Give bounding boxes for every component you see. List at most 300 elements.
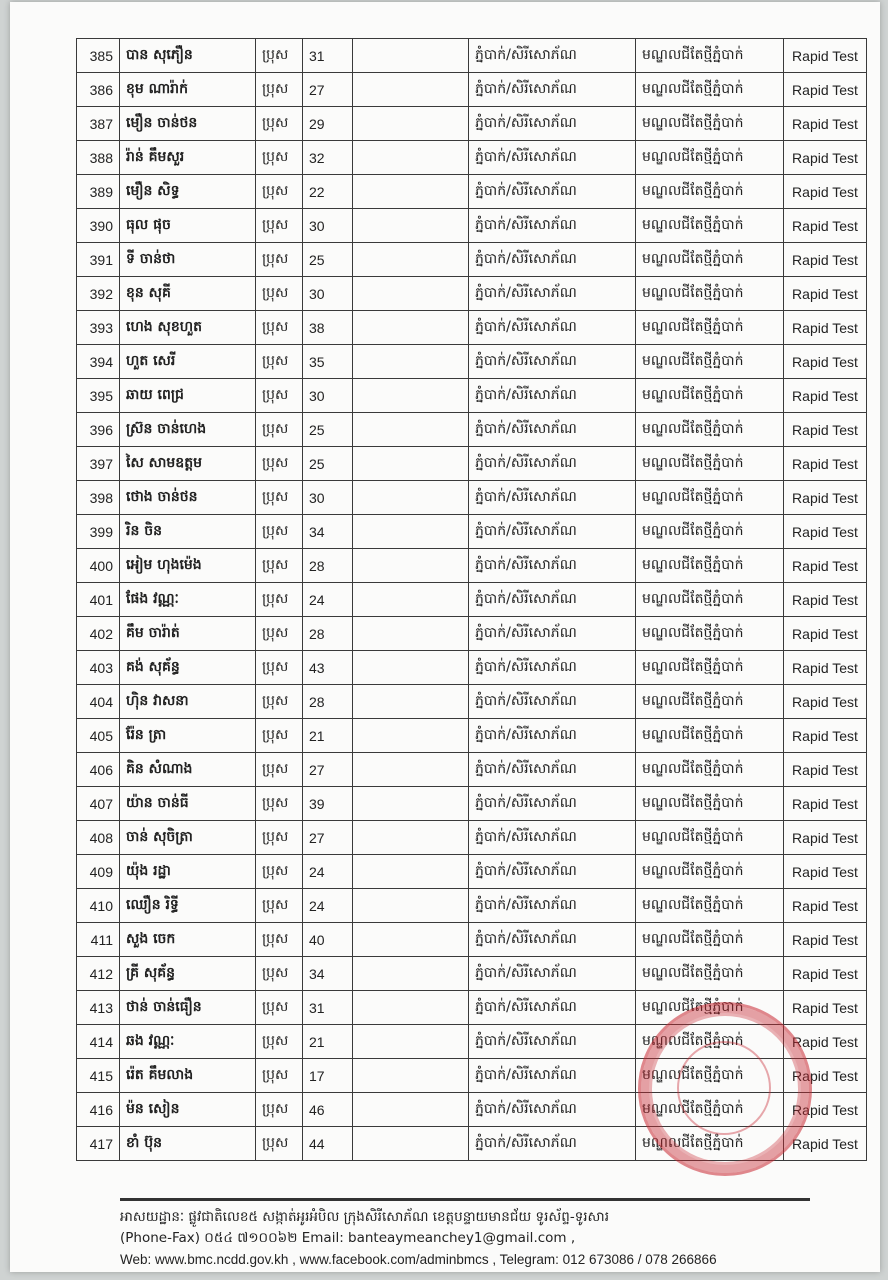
person-name-cell: គង់ សុគ័ន្ធ: [120, 651, 256, 685]
empty-cell-cell: [353, 821, 469, 855]
test-type-cell: Rapid Test: [784, 515, 867, 549]
quarantine-center-cell: មណ្ឌលជីតែថ្មីភ្នំបាក់: [636, 583, 784, 617]
quarantine-center-cell: មណ្ឌលជីតែថ្មីភ្នំបាក់: [636, 277, 784, 311]
table-row: [77, 209, 867, 243]
table-row: [77, 277, 867, 311]
person-name-cell: អៀម ហុងម៉េង: [120, 549, 256, 583]
sex-cell: ប្រុស: [256, 821, 303, 855]
person-name-cell: សៃ សាមឧត្តម: [120, 447, 256, 481]
empty-cell-cell: [353, 651, 469, 685]
sex-cell: ប្រុស: [256, 243, 303, 277]
sex-cell: ប្រុស: [256, 73, 303, 107]
sex-cell: ប្រុស: [256, 1093, 303, 1127]
age-cell: 24: [303, 889, 353, 923]
address-cell: ភ្នំបាក់/សិរីសោភ័ណ: [469, 1059, 636, 1093]
quarantine-center-cell: មណ្ឌលជីតែថ្មីភ្នំបាក់: [636, 345, 784, 379]
quarantine-center-cell: មណ្ឌលជីតែថ្មីភ្នំបាក់: [636, 243, 784, 277]
person-name-cell: ឆាយ ពេជ្រ: [120, 379, 256, 413]
address-cell: ភ្នំបាក់/សិរីសោភ័ណ: [469, 277, 636, 311]
person-name-cell: ឈឿន រិទ្ធី: [120, 889, 256, 923]
empty-cell-cell: [353, 39, 469, 73]
address-cell: ភ្នំបាក់/សិរីសោភ័ណ: [469, 685, 636, 719]
table-row: [77, 549, 867, 583]
address-cell: ភ្នំបាក់/សិរីសោភ័ណ: [469, 175, 636, 209]
age-cell: 32: [303, 141, 353, 175]
address-cell: ភ្នំបាក់/សិរីសោភ័ណ: [469, 821, 636, 855]
address-cell: ភ្នំបាក់/សិរីសោភ័ណ: [469, 481, 636, 515]
person-name-cell: រិន ចិន: [120, 515, 256, 549]
person-name-cell: ថោង ចាន់ថន: [120, 481, 256, 515]
quarantine-center-cell: មណ្ឌលជីតែថ្មីភ្នំបាក់: [636, 107, 784, 141]
person-name-cell: ចាន់ សុចិត្រា: [120, 821, 256, 855]
sex-cell: ប្រុស: [256, 1025, 303, 1059]
row-number-cell: 386: [77, 73, 120, 107]
sex-cell: ប្រុស: [256, 617, 303, 651]
person-name-cell: រ៉ាន់ គឹមសួរ: [120, 141, 256, 175]
quarantine-center-cell: មណ្ឌលជីតែថ្មីភ្នំបាក់: [636, 685, 784, 719]
age-cell: 31: [303, 991, 353, 1025]
empty-cell-cell: [353, 107, 469, 141]
sex-cell: ប្រុស: [256, 719, 303, 753]
test-type-cell: Rapid Test: [784, 651, 867, 685]
test-type-cell: Rapid Test: [784, 923, 867, 957]
sex-cell: ប្រុស: [256, 209, 303, 243]
age-cell: 31: [303, 39, 353, 73]
sex-cell: ប្រុស: [256, 787, 303, 821]
address-cell: ភ្នំបាក់/សិរីសោភ័ណ: [469, 141, 636, 175]
empty-cell-cell: [353, 923, 469, 957]
footer-contact: (Phone-Fax) ០៥៤ ៧១០០៦២ Email: banteaymeanchey1@gmail.com ,: [120, 1230, 576, 1246]
age-cell: 24: [303, 583, 353, 617]
row-number-cell: 395: [77, 379, 120, 413]
age-cell: 30: [303, 481, 353, 515]
person-name-cell: ខុម ណារ៉ាក់: [120, 73, 256, 107]
sex-cell: ប្រុស: [256, 583, 303, 617]
age-cell: 34: [303, 515, 353, 549]
person-name-cell: ខាំ ប៊ុន: [120, 1127, 256, 1161]
empty-cell-cell: [353, 345, 469, 379]
empty-cell-cell: [353, 787, 469, 821]
empty-cell-cell: [353, 1127, 469, 1161]
test-type-cell: Rapid Test: [784, 345, 867, 379]
address-cell: ភ្នំបាក់/សិរីសោភ័ណ: [469, 39, 636, 73]
quarantine-center-cell: មណ្ឌលជីតែថ្មីភ្នំបាក់: [636, 787, 784, 821]
table-row: [77, 107, 867, 141]
age-cell: 46: [303, 1093, 353, 1127]
footer-divider: [120, 1198, 810, 1201]
empty-cell-cell: [353, 447, 469, 481]
age-cell: 43: [303, 651, 353, 685]
quarantine-center-cell: មណ្ឌលជីតែថ្មីភ្នំបាក់: [636, 855, 784, 889]
quarantine-center-cell: មណ្ឌលជីតែថ្មីភ្នំបាក់: [636, 719, 784, 753]
quarantine-center-cell: មណ្ឌលជីតែថ្មីភ្នំបាក់: [636, 209, 784, 243]
test-type-cell: Rapid Test: [784, 447, 867, 481]
age-cell: 21: [303, 719, 353, 753]
test-type-cell: Rapid Test: [784, 209, 867, 243]
row-number-cell: 402: [77, 617, 120, 651]
empty-cell-cell: [353, 991, 469, 1025]
age-cell: 27: [303, 753, 353, 787]
empty-cell-cell: [353, 1059, 469, 1093]
test-type-cell: Rapid Test: [784, 277, 867, 311]
test-type-cell: Rapid Test: [784, 821, 867, 855]
sex-cell: ប្រុស: [256, 107, 303, 141]
person-name-cell: ម៉ន សៀន: [120, 1093, 256, 1127]
test-type-cell: Rapid Test: [784, 1093, 867, 1127]
quarantine-center-cell: មណ្ឌលជីតែថ្មីភ្នំបាក់: [636, 957, 784, 991]
person-name-cell: ទី ចាន់ថា: [120, 243, 256, 277]
test-type-cell: Rapid Test: [784, 107, 867, 141]
test-type-cell: Rapid Test: [784, 855, 867, 889]
table-row: [77, 651, 867, 685]
age-cell: 44: [303, 1127, 353, 1161]
empty-cell-cell: [353, 73, 469, 107]
sex-cell: ប្រុស: [256, 379, 303, 413]
address-cell: ភ្នំបាក់/សិរីសោភ័ណ: [469, 753, 636, 787]
empty-cell-cell: [353, 617, 469, 651]
age-cell: 28: [303, 549, 353, 583]
empty-cell-cell: [353, 175, 469, 209]
row-number-cell: 417: [77, 1127, 120, 1161]
empty-cell-cell: [353, 379, 469, 413]
address-cell: ភ្នំបាក់/សិរីសោភ័ណ: [469, 583, 636, 617]
sex-cell: ប្រុស: [256, 39, 303, 73]
age-cell: 30: [303, 277, 353, 311]
table-row: [77, 447, 867, 481]
test-type-cell: Rapid Test: [784, 481, 867, 515]
quarantine-center-cell: មណ្ឌលជីតែថ្មីភ្នំបាក់: [636, 481, 784, 515]
quarantine-center-cell: មណ្ឌលជីតែថ្មីភ្នំបាក់: [636, 821, 784, 855]
letterhead-footer: [120, 1198, 810, 1270]
sex-cell: ប្រុស: [256, 685, 303, 719]
empty-cell-cell: [353, 209, 469, 243]
empty-cell-cell: [353, 855, 469, 889]
person-name-cell: យ៉ុង រដ្ឋា: [120, 855, 256, 889]
test-type-cell: Rapid Test: [784, 549, 867, 583]
test-type-cell: Rapid Test: [784, 1127, 867, 1161]
empty-cell-cell: [353, 243, 469, 277]
row-number-cell: 400: [77, 549, 120, 583]
address-cell: ភ្នំបាក់/សិរីសោភ័ណ: [469, 73, 636, 107]
row-number-cell: 410: [77, 889, 120, 923]
table-row: [77, 957, 867, 991]
row-number-cell: 412: [77, 957, 120, 991]
row-number-cell: 385: [77, 39, 120, 73]
address-cell: ភ្នំបាក់/សិរីសោភ័ណ: [469, 1025, 636, 1059]
quarantine-center-cell: មណ្ឌលជីតែថ្មីភ្នំបាក់: [636, 1127, 784, 1161]
sex-cell: ប្រុស: [256, 855, 303, 889]
person-name-cell: មឿន សិទ្ធ: [120, 175, 256, 209]
row-number-cell: 388: [77, 141, 120, 175]
table-row: [77, 175, 867, 209]
address-cell: ភ្នំបាក់/សិរីសោភ័ណ: [469, 719, 636, 753]
address-cell: ភ្នំបាក់/សិរីសោភ័ណ: [469, 209, 636, 243]
age-cell: 29: [303, 107, 353, 141]
table-row: [77, 515, 867, 549]
table-row: [77, 73, 867, 107]
row-number-cell: 397: [77, 447, 120, 481]
table-row: [77, 481, 867, 515]
row-number-cell: 389: [77, 175, 120, 209]
table-row: [77, 583, 867, 617]
age-cell: 28: [303, 685, 353, 719]
row-number-cell: 401: [77, 583, 120, 617]
quarantine-center-cell: មណ្ឌលជីតែថ្មីភ្នំបាក់: [636, 311, 784, 345]
person-name-cell: ផែង វណ្ណៈ: [120, 583, 256, 617]
table-row: [77, 39, 867, 73]
address-cell: ភ្នំបាក់/សិរីសោភ័ណ: [469, 855, 636, 889]
test-type-cell: Rapid Test: [784, 379, 867, 413]
age-cell: 39: [303, 787, 353, 821]
sex-cell: ប្រុស: [256, 957, 303, 991]
age-cell: 27: [303, 73, 353, 107]
address-cell: ភ្នំបាក់/សិរីសោភ័ណ: [469, 617, 636, 651]
table-row: [77, 991, 867, 1025]
test-type-cell: Rapid Test: [784, 957, 867, 991]
test-type-cell: Rapid Test: [784, 175, 867, 209]
test-type-cell: Rapid Test: [784, 39, 867, 73]
test-type-cell: Rapid Test: [784, 1059, 867, 1093]
table-row: [77, 787, 867, 821]
row-number-cell: 390: [77, 209, 120, 243]
quarantine-center-cell: មណ្ឌលជីតែថ្មីភ្នំបាក់: [636, 1059, 784, 1093]
empty-cell-cell: [353, 1025, 469, 1059]
table-row: [77, 855, 867, 889]
quarantine-center-cell: មណ្ឌលជីតែថ្មីភ្នំបាក់: [636, 379, 784, 413]
address-cell: ភ្នំបាក់/សិរីសោភ័ណ: [469, 991, 636, 1025]
address-cell: ភ្នំបាក់/សិរីសោភ័ណ: [469, 311, 636, 345]
person-name-cell: ឆង វណ្ណៈ: [120, 1025, 256, 1059]
age-cell: 17: [303, 1059, 353, 1093]
test-type-cell: Rapid Test: [784, 991, 867, 1025]
person-name-cell: គិន សំណាង: [120, 753, 256, 787]
person-name-cell: រ៉ែន ត្រា: [120, 719, 256, 753]
table-row: [77, 617, 867, 651]
address-cell: ភ្នំបាក់/សិរីសោភ័ណ: [469, 243, 636, 277]
age-cell: 27: [303, 821, 353, 855]
table-row: [77, 141, 867, 175]
age-cell: 25: [303, 243, 353, 277]
person-name-cell: បាន សុភឿន: [120, 39, 256, 73]
empty-cell-cell: [353, 583, 469, 617]
roster-table: [76, 38, 867, 1161]
test-type-cell: Rapid Test: [784, 311, 867, 345]
sex-cell: ប្រុស: [256, 345, 303, 379]
person-name-cell: មឿន ចាន់ថន: [120, 107, 256, 141]
table-row: [77, 923, 867, 957]
address-cell: ភ្នំបាក់/សិរីសោភ័ណ: [469, 515, 636, 549]
empty-cell-cell: [353, 141, 469, 175]
person-name-cell: យ៉ាន ចាន់ធី: [120, 787, 256, 821]
quarantine-center-cell: មណ្ឌលជីតែថ្មីភ្នំបាក់: [636, 1025, 784, 1059]
sex-cell: ប្រុស: [256, 175, 303, 209]
person-name-cell: គ្រី សុគ័ន្ធ: [120, 957, 256, 991]
test-type-cell: Rapid Test: [784, 753, 867, 787]
table-row: [77, 379, 867, 413]
age-cell: 25: [303, 447, 353, 481]
address-cell: ភ្នំបាក់/សិរីសោភ័ណ: [469, 787, 636, 821]
quarantine-center-cell: មណ្ឌលជីតែថ្មីភ្នំបាក់: [636, 1093, 784, 1127]
sex-cell: ប្រុស: [256, 1059, 303, 1093]
row-number-cell: 409: [77, 855, 120, 889]
row-number-cell: 392: [77, 277, 120, 311]
age-cell: 40: [303, 923, 353, 957]
test-type-cell: Rapid Test: [784, 73, 867, 107]
sex-cell: ប្រុស: [256, 141, 303, 175]
quarantine-center-cell: មណ្ឌលជីតែថ្មីភ្នំបាក់: [636, 73, 784, 107]
quarantine-center-cell: មណ្ឌលជីតែថ្មីភ្នំបាក់: [636, 651, 784, 685]
test-type-cell: Rapid Test: [784, 889, 867, 923]
quarantine-center-cell: មណ្ឌលជីតែថ្មីភ្នំបាក់: [636, 447, 784, 481]
sex-cell: ប្រុស: [256, 1127, 303, 1161]
empty-cell-cell: [353, 311, 469, 345]
test-type-cell: Rapid Test: [784, 685, 867, 719]
row-number-cell: 398: [77, 481, 120, 515]
roster-table-body: [77, 39, 867, 1161]
row-number-cell: 391: [77, 243, 120, 277]
sex-cell: ប្រុស: [256, 481, 303, 515]
person-name-cell: ហេង សុខហួត: [120, 311, 256, 345]
age-cell: 24: [303, 855, 353, 889]
row-number-cell: 394: [77, 345, 120, 379]
empty-cell-cell: [353, 413, 469, 447]
person-name-cell: ខុន សុគី: [120, 277, 256, 311]
empty-cell-cell: [353, 1093, 469, 1127]
table-row: [77, 719, 867, 753]
age-cell: 22: [303, 175, 353, 209]
age-cell: 34: [303, 957, 353, 991]
empty-cell-cell: [353, 753, 469, 787]
empty-cell-cell: [353, 685, 469, 719]
age-cell: 38: [303, 311, 353, 345]
table-row: [77, 821, 867, 855]
address-cell: ភ្នំបាក់/សិរីសោភ័ណ: [469, 413, 636, 447]
footer-web: Web: www.bmc.ncdd.gov.kh , www.facebook.com/adminbmcs , Telegram: 012 673086 / 078 266866: [120, 1252, 717, 1267]
document-page: [10, 2, 880, 1272]
quarantine-center-cell: មណ្ឌលជីតែថ្មីភ្នំបាក់: [636, 923, 784, 957]
table-row: [77, 1059, 867, 1093]
footer-address: អាសយដ្ឋានៈ ផ្លូវជាតិលេខ៥ សង្កាត់អូរអំបិល ក្រុងសិរីសោភ័ណ ខេត្តបន្ទាយមានជ័យ ទូរស័ព្ទ-ទូរសារ: [120, 1209, 609, 1225]
empty-cell-cell: [353, 719, 469, 753]
empty-cell-cell: [353, 957, 469, 991]
quarantine-center-cell: មណ្ឌលជីតែថ្មីភ្នំបាក់: [636, 753, 784, 787]
empty-cell-cell: [353, 277, 469, 311]
row-number-cell: 393: [77, 311, 120, 345]
age-cell: 21: [303, 1025, 353, 1059]
quarantine-center-cell: មណ្ឌលជីតែថ្មីភ្នំបាក់: [636, 413, 784, 447]
test-type-cell: Rapid Test: [784, 243, 867, 277]
quarantine-center-cell: មណ្ឌលជីតែថ្មីភ្នំបាក់: [636, 549, 784, 583]
table-row: [77, 1093, 867, 1127]
address-cell: ភ្នំបាក់/សិរីសោភ័ណ: [469, 651, 636, 685]
row-number-cell: 406: [77, 753, 120, 787]
address-cell: ភ្នំបាក់/សិរីសោភ័ណ: [469, 345, 636, 379]
address-cell: ភ្នំបាក់/សិរីសោភ័ណ: [469, 957, 636, 991]
row-number-cell: 414: [77, 1025, 120, 1059]
row-number-cell: 399: [77, 515, 120, 549]
test-type-cell: Rapid Test: [784, 583, 867, 617]
sex-cell: ប្រុស: [256, 889, 303, 923]
empty-cell-cell: [353, 549, 469, 583]
sex-cell: ប្រុស: [256, 549, 303, 583]
table-row: [77, 889, 867, 923]
sex-cell: ប្រុស: [256, 651, 303, 685]
quarantine-center-cell: មណ្ឌលជីតែថ្មីភ្នំបាក់: [636, 175, 784, 209]
table-row: [77, 685, 867, 719]
table-row: [77, 243, 867, 277]
test-type-cell: Rapid Test: [784, 141, 867, 175]
table-row: [77, 1025, 867, 1059]
quarantine-center-cell: មណ្ឌលជីតែថ្មីភ្នំបាក់: [636, 889, 784, 923]
test-type-cell: Rapid Test: [784, 1025, 867, 1059]
address-cell: ភ្នំបាក់/សិរីសោភ័ណ: [469, 549, 636, 583]
sex-cell: ប្រុស: [256, 991, 303, 1025]
sex-cell: ប្រុស: [256, 753, 303, 787]
person-name-cell: ហ៊ិន វាសនា: [120, 685, 256, 719]
row-number-cell: 413: [77, 991, 120, 1025]
address-cell: ភ្នំបាក់/សិរីសោភ័ណ: [469, 1093, 636, 1127]
sex-cell: ប្រុស: [256, 923, 303, 957]
person-name-cell: រ៉េត គឹមលាង: [120, 1059, 256, 1093]
sex-cell: ប្រុស: [256, 515, 303, 549]
quarantine-center-cell: មណ្ឌលជីតែថ្មីភ្នំបាក់: [636, 39, 784, 73]
sex-cell: ប្រុស: [256, 413, 303, 447]
address-cell: ភ្នំបាក់/សិរីសោភ័ណ: [469, 107, 636, 141]
table-row: [77, 311, 867, 345]
table-row: [77, 1127, 867, 1161]
row-number-cell: 408: [77, 821, 120, 855]
address-cell: ភ្នំបាក់/សិរីសោភ័ណ: [469, 923, 636, 957]
address-cell: ភ្នំបាក់/សិរីសោភ័ណ: [469, 379, 636, 413]
person-name-cell: គឹម ចារ៉ាត់: [120, 617, 256, 651]
quarantine-center-cell: មណ្ឌលជីតែថ្មីភ្នំបាក់: [636, 141, 784, 175]
row-number-cell: 407: [77, 787, 120, 821]
quarantine-center-cell: មណ្ឌលជីតែថ្មីភ្នំបាក់: [636, 991, 784, 1025]
test-type-cell: Rapid Test: [784, 719, 867, 753]
sex-cell: ប្រុស: [256, 447, 303, 481]
row-number-cell: 403: [77, 651, 120, 685]
test-type-cell: Rapid Test: [784, 617, 867, 651]
age-cell: 30: [303, 379, 353, 413]
empty-cell-cell: [353, 889, 469, 923]
row-number-cell: 405: [77, 719, 120, 753]
person-name-cell: សួង ចេក: [120, 923, 256, 957]
address-cell: ភ្នំបាក់/សិរីសោភ័ណ: [469, 889, 636, 923]
age-cell: 25: [303, 413, 353, 447]
row-number-cell: 396: [77, 413, 120, 447]
test-type-cell: Rapid Test: [784, 413, 867, 447]
address-cell: ភ្នំបាក់/សិរីសោភ័ណ: [469, 1127, 636, 1161]
age-cell: 35: [303, 345, 353, 379]
sex-cell: ប្រុស: [256, 277, 303, 311]
person-name-cell: ហួត សេរី: [120, 345, 256, 379]
age-cell: 28: [303, 617, 353, 651]
table-row: [77, 413, 867, 447]
row-number-cell: 387: [77, 107, 120, 141]
test-type-cell: Rapid Test: [784, 787, 867, 821]
empty-cell-cell: [353, 481, 469, 515]
row-number-cell: 416: [77, 1093, 120, 1127]
row-number-cell: 415: [77, 1059, 120, 1093]
table-row: [77, 753, 867, 787]
row-number-cell: 411: [77, 923, 120, 957]
row-number-cell: 404: [77, 685, 120, 719]
address-cell: ភ្នំបាក់/សិរីសោភ័ណ: [469, 447, 636, 481]
quarantine-center-cell: មណ្ឌលជីតែថ្មីភ្នំបាក់: [636, 515, 784, 549]
table-row: [77, 345, 867, 379]
person-name-cell: ថាន់ ចាន់ធឿន: [120, 991, 256, 1025]
person-name-cell: ស្រ៊ន ចាន់ហេង: [120, 413, 256, 447]
